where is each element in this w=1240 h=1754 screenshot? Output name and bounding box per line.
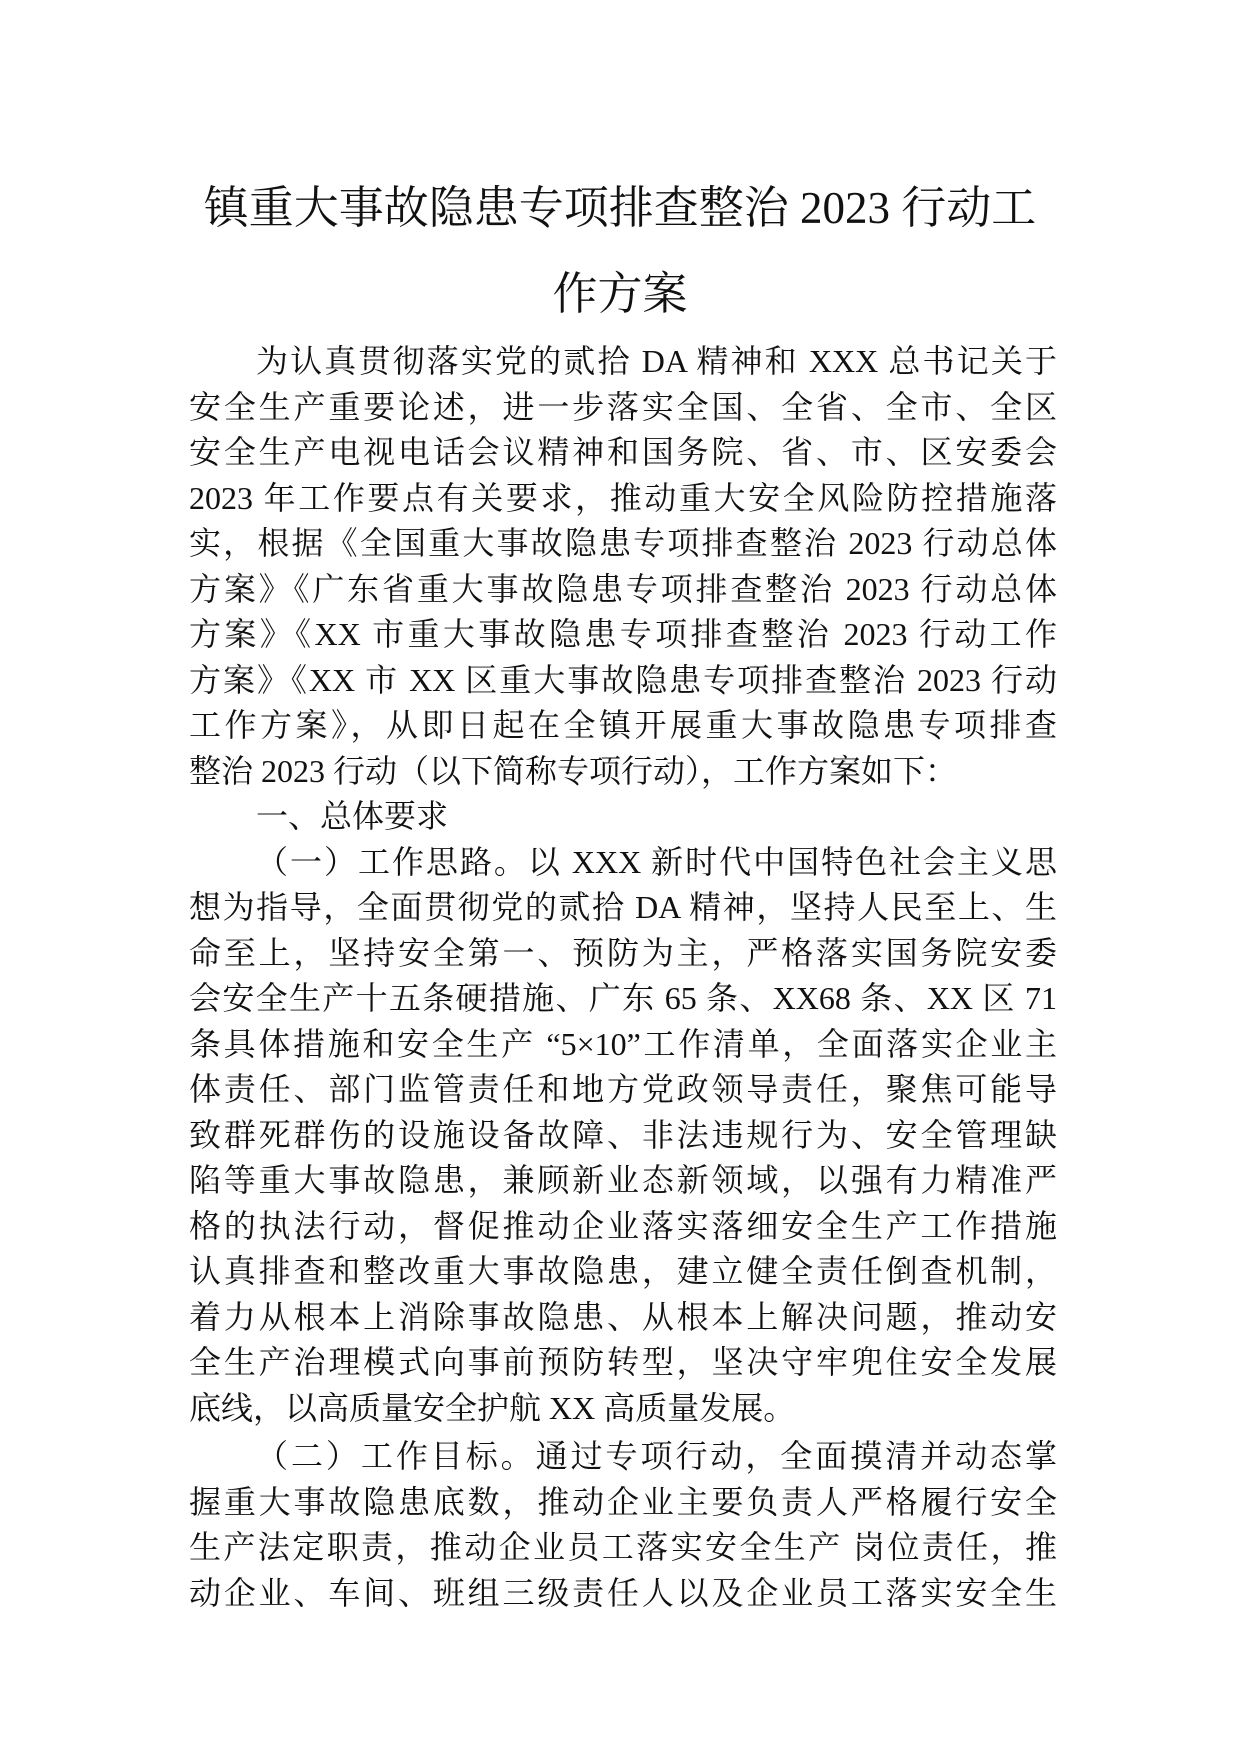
paragraph-line: 实，根据《全国重大事故隐患专项排查整治 2023 行动总体: [189, 525, 1057, 561]
paragraph-line: 整治 2023 行动（以下简称专项行动），工作方案如下：: [189, 752, 958, 789]
paragraph-line: 安全生产电视电话会议精神和国务院、省、市、区安委会: [189, 434, 1057, 470]
work-approach-paragraph: [189, 840, 1057, 1432]
paragraph-line: 安全生产重要论述，进一步落实全国、全省、全市、全区: [189, 388, 1057, 425]
document-title: [120, 165, 1120, 337]
title-line: 作方案: [552, 269, 688, 319]
paragraph-line: （一）工作思路。以 XXX 新时代中国特色社会主义思: [256, 843, 1057, 880]
paragraph-line: 方案》《广东省重大事故隐患专项排查整治 2023 行动总体: [189, 570, 1057, 607]
paragraph-line: 工作方案》，从即日起在全镇开展重大事故隐患专项排查: [189, 707, 1057, 743]
paragraph-line: 会安全生产十五条硬措施、广东 65 条、XX68 条、XX 区 71: [189, 980, 1057, 1016]
paragraph-line: 认真排查和整改重大事故隐患，建立健全责任倒查机制，: [189, 1253, 1057, 1289]
paragraph-line: 条具体措施和安全生产 “5×10”工作清单，全面落实企业主: [189, 1025, 1057, 1062]
paragraph-line: 为认真贯彻落实党的贰拾 DA 精神和 XXX 总书记关于: [256, 343, 1057, 379]
paragraph-line: 握重大事故隐患底数，推动企业主要负责人严格履行安全: [189, 1483, 1057, 1520]
paragraph-line: 2023 年工作要点有关要求，推动重大安全风险防控措施落: [189, 479, 1057, 516]
paragraph-line: （二）工作目标。通过专项行动，全面摸清并动态掌: [256, 1438, 1057, 1474]
intro-paragraph: [189, 339, 1057, 794]
paragraph-line: 格的执法行动，督促推动企业落实落细安全生产工作措施: [189, 1207, 1057, 1244]
paragraph-line: 陷等重大事故隐患，兼顾新业态新领域，以强有力精准严: [189, 1162, 1057, 1198]
paragraph-line: 致群死群伤的设施设备故障、非法违规行为、安全管理缺: [189, 1116, 1057, 1153]
paragraph-line: 体责任、部门监管责任和地方党政领导责任，聚焦可能导: [189, 1071, 1057, 1107]
paragraph-line: 全生产治理模式向事前预防转型，坚决守牢兜住安全发展: [189, 1344, 1057, 1380]
work-goal-paragraph: [189, 1434, 1057, 1616]
paragraph-line: 着力从根本上消除事故隐患、从根本上解决问题，推动安: [189, 1298, 1057, 1335]
paragraph-line: 生产法定职责，推动企业员工落实安全生产 岗位责任，推: [189, 1529, 1057, 1565]
paragraph-line: 方案》《XX 市重大事故隐患专项排查整治 2023 行动工作: [189, 616, 1057, 652]
paragraph-line: 动企业、车间、班组三级责任人以及企业员工落实安全生: [189, 1574, 1057, 1611]
paragraph-line: 方案》《XX 市 XX 区重大事故隐患专项排查整治 2023 行动: [189, 661, 1057, 698]
paragraph-line: 底线，以高质量安全护航 XX 高质量发展。: [189, 1389, 796, 1426]
paragraph-line: 命至上，坚持安全第一、预防为主，严格落实国务院安委: [189, 934, 1057, 971]
section-heading: 一、总体要求: [256, 798, 449, 834]
document-body: [189, 339, 1057, 1616]
paragraph-line: 想为指导，全面贯彻党的贰拾 DA 精神，坚持人民至上、生: [189, 889, 1057, 925]
title-line: 镇重大事故隐患专项排查整治 2023 行动工: [203, 183, 1037, 233]
